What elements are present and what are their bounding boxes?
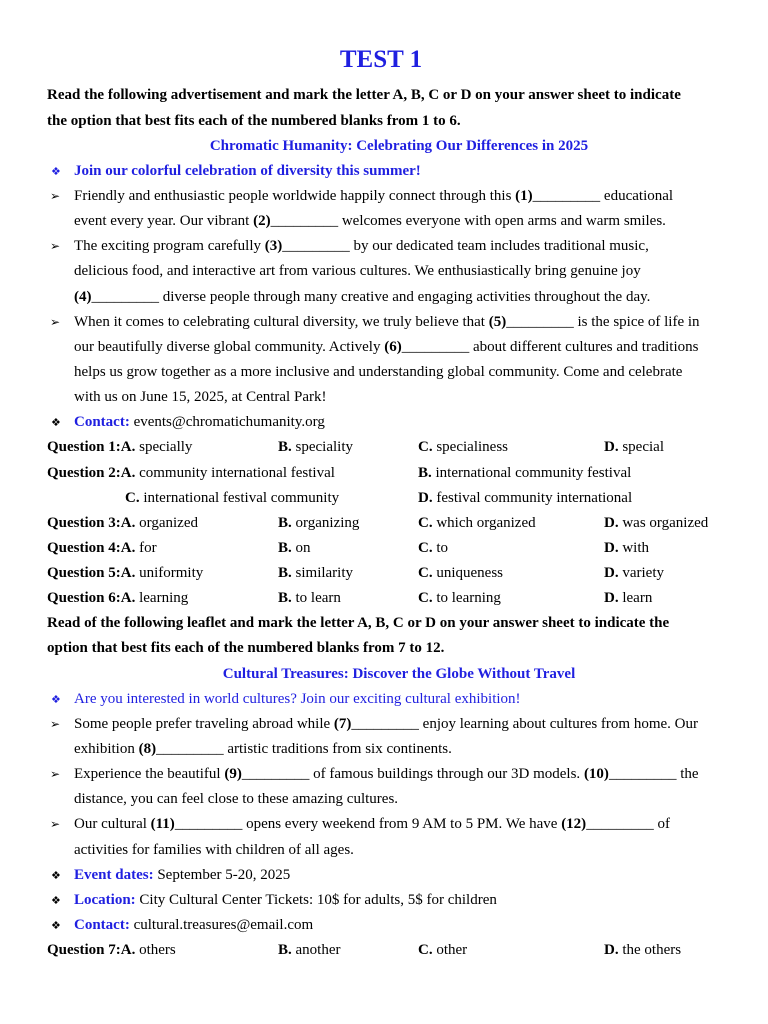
answer-blank: _________	[174, 816, 243, 833]
blank-number: (1)	[515, 187, 533, 204]
option-d	[604, 938, 681, 963]
option-text: to learn	[295, 590, 341, 607]
section-heading: Cultural Treasures: Discover the Globe Without Travel	[222, 665, 576, 682]
diamond-bullet-icon: ❖	[51, 416, 61, 430]
passage-line	[0, 762, 768, 787]
passage-text: The exciting program carefully	[74, 238, 265, 255]
arrow-bullet-icon: ➢	[50, 716, 61, 731]
option-text: for	[139, 539, 157, 556]
passage-line	[0, 812, 768, 837]
passage-text: distance, you can feel close to these amazing cultures.	[74, 791, 399, 808]
question-row	[0, 586, 768, 611]
contact-line	[0, 410, 768, 435]
option-text: similarity	[295, 565, 354, 582]
option-text: another	[295, 942, 341, 959]
option-text: festival community international	[436, 489, 633, 506]
answer-blank: _________	[586, 816, 654, 833]
option-letter: D.	[604, 514, 619, 531]
location-line	[0, 888, 768, 913]
option-b	[278, 938, 341, 963]
option-a	[47, 536, 157, 561]
blank-number: (8)	[138, 741, 157, 758]
passage-text: event every year. Our vibrant	[74, 213, 254, 230]
option-letter: A.	[120, 514, 136, 531]
option-c	[418, 938, 467, 963]
passage-line	[0, 310, 768, 335]
option-letter: A.	[120, 565, 136, 582]
passage-text: exhibition	[74, 741, 139, 758]
option-text: specialiness	[436, 439, 508, 456]
contact-email: cultural.treasures@email.com	[133, 917, 314, 934]
passage-text: helps us grow together as a more inclusive and understanding global community. Come and celebrate	[74, 363, 683, 380]
arrow-bullet-icon: ➢	[50, 188, 61, 203]
question-row	[0, 461, 768, 486]
question-row	[0, 435, 768, 460]
option-letter: D.	[604, 565, 619, 582]
contact-email: events@chromatichumanity.org	[133, 414, 325, 431]
option-c	[418, 536, 448, 561]
section-heading: Chromatic Humanity: Celebrating Our Differences in 2025	[209, 137, 589, 154]
contact-label: Contact:	[74, 414, 130, 431]
passage-text: about different cultures and traditions	[469, 338, 699, 355]
answer-blank: _________	[506, 313, 574, 330]
option-c	[418, 435, 508, 460]
question-label: Question 3:	[47, 514, 121, 531]
answer-blank: _________	[91, 288, 159, 305]
passage-text: with us on June 15, 2025, at Central Park!	[74, 389, 327, 406]
option-a	[47, 435, 192, 460]
diamond-bullet-icon: ❖	[51, 164, 61, 178]
passage-text: our beautifully diverse global community. Actively	[74, 338, 385, 355]
answer-blank: _________	[532, 187, 601, 204]
arrow-bullet-icon: ➢	[50, 767, 61, 782]
passage-text: opens every weekend from 9 AM to 5 PM. We have	[242, 816, 562, 833]
info-value: City Cultural Center Tickets: 10$ for adults, 5$ for children	[139, 891, 497, 908]
blank-number: (6)	[384, 338, 402, 355]
answer-blank: _________	[282, 238, 350, 255]
option-d	[604, 586, 652, 611]
option-text: international community festival	[435, 464, 632, 481]
option-d	[604, 435, 664, 460]
option-a	[47, 938, 176, 963]
intro-bullet	[0, 687, 768, 712]
answer-blank: _________	[156, 741, 224, 758]
blank-number: (2)	[253, 213, 271, 230]
option-text: other	[436, 942, 468, 959]
passage-text: artistic traditions from six continents.	[223, 741, 452, 758]
passage-text: When it comes to celebrating cultural diversity, we truly believe that	[74, 313, 489, 330]
option-a	[47, 586, 188, 611]
option-letter: D.	[604, 590, 619, 607]
option-text: organizing	[295, 514, 360, 531]
option-text: uniqueness	[436, 565, 504, 582]
answer-blank: _________	[401, 338, 470, 355]
option-letter: B.	[278, 565, 292, 582]
instruction-text: the option that best fits each of the numbered blanks from 1 to 6.	[47, 112, 461, 129]
option-text: on	[295, 539, 311, 556]
option-letter: A.	[120, 439, 136, 456]
option-letter: B.	[278, 590, 292, 607]
passage-line	[0, 712, 768, 737]
blank-number: (10)	[583, 766, 609, 783]
passage-text: the	[676, 766, 699, 783]
question-label: Question 2:	[47, 464, 121, 481]
option-b	[278, 586, 341, 611]
arrow-bullet-icon: ➢	[50, 817, 61, 832]
option-d	[604, 511, 708, 536]
info-label: Event dates:	[74, 866, 154, 883]
option-b	[278, 536, 311, 561]
blank-number: (11)	[150, 816, 175, 833]
option-letter: B.	[278, 539, 292, 556]
passage-text: Friendly and enthusiastic people worldwide happily connect through this	[74, 187, 516, 204]
option-a	[47, 561, 203, 586]
answer-blank: _________	[241, 766, 310, 783]
intro-text: Are you interested in world cultures? Join our exciting cultural exhibition!	[74, 690, 521, 707]
option-text: organized	[139, 514, 198, 531]
passage-line	[0, 259, 768, 284]
answer-blank: _________	[351, 715, 419, 732]
question-row-continued	[0, 486, 768, 511]
option-text: with	[622, 539, 650, 556]
option-text: which organized	[436, 514, 536, 531]
option-letter: A.	[120, 590, 136, 607]
option-c	[125, 486, 339, 511]
option-c	[418, 586, 501, 611]
option-b	[278, 511, 359, 536]
option-a	[47, 461, 335, 486]
blank-number: (7)	[333, 715, 352, 732]
passage-text: of famous buildings through our 3D models.	[309, 766, 584, 783]
option-letter: B.	[418, 464, 432, 481]
question-label: Question 5:	[47, 565, 121, 582]
option-text: others	[139, 942, 176, 959]
option-text: learning	[139, 590, 189, 607]
option-c	[418, 511, 536, 536]
option-letter: C.	[125, 489, 140, 506]
passage-line	[0, 385, 768, 410]
option-text: speciality	[295, 439, 353, 456]
page-title: TEST 1	[339, 46, 423, 73]
blank-number: (9)	[224, 766, 242, 783]
diamond-bullet-icon: ❖	[51, 868, 61, 882]
option-letter: B.	[278, 514, 292, 531]
info-label: Location:	[74, 891, 136, 908]
option-text: international festival community	[143, 489, 340, 506]
option-letter: B.	[278, 942, 292, 959]
passage-line	[0, 838, 768, 863]
contact-line	[0, 913, 768, 938]
option-b	[278, 435, 353, 460]
diamond-bullet-icon: ❖	[51, 692, 61, 706]
passage-text: is the spice of life in	[573, 313, 700, 330]
option-text: the others	[622, 942, 682, 959]
passage-line	[0, 184, 768, 209]
passage-text: enjoy learning about cultures from home. Our	[418, 715, 698, 732]
passage-text: Some people prefer traveling abroad while	[74, 715, 334, 732]
option-b	[418, 461, 631, 486]
option-text: community international festival	[139, 464, 335, 481]
blank-number: (4)	[74, 288, 92, 305]
option-letter: D.	[604, 539, 619, 556]
passage-line	[0, 737, 768, 762]
contact-label: Contact:	[74, 917, 130, 934]
event-dates-line	[0, 863, 768, 888]
intro-text: Join our colorful celebration of diversity this summer!	[74, 162, 421, 179]
passage-text: activities for families with children of all ages.	[74, 841, 354, 858]
blank-number: (3)	[264, 238, 283, 255]
passage	[0, 184, 768, 410]
passage-text: of	[653, 816, 670, 833]
option-letter: D.	[604, 942, 619, 959]
question-row	[0, 938, 768, 963]
option-letter: A.	[120, 942, 136, 959]
question-label: Question 6:	[47, 590, 121, 607]
option-letter: C.	[418, 942, 433, 959]
passage-line	[0, 234, 768, 259]
option-letter: D.	[604, 439, 619, 456]
arrow-bullet-icon: ➢	[50, 314, 61, 329]
option-a	[47, 511, 198, 536]
passage-text: by our dedicated team includes traditional music,	[349, 238, 649, 255]
option-letter: D.	[418, 489, 433, 506]
option-b	[278, 561, 353, 586]
passage-text: welcomes everyone with open arms and warm smiles.	[338, 213, 666, 230]
test-document	[0, 83, 768, 963]
question-label: Question 1:	[47, 439, 121, 456]
passage-text: delicious food, and interactive art from various cultures. We enthusiastically bring genuine joy	[74, 263, 641, 280]
option-text: to	[436, 539, 449, 556]
info-value: September 5-20, 2025	[157, 866, 291, 883]
passage-line	[0, 209, 768, 234]
question-label: Question 7:	[47, 942, 121, 959]
question-row	[0, 511, 768, 536]
instruction-text: Read the following advertisement and mark the letter A, B, C or D on your answer sheet to indicate	[47, 87, 681, 104]
answer-blank: _________	[608, 766, 677, 783]
instruction-text: Read of the following leaflet and mark the letter A, B, C or D on your answer sheet to indicate the	[47, 615, 670, 632]
option-letter: A.	[120, 464, 136, 481]
instruction-text: option that best fits each of the numbered blanks from 7 to 12.	[47, 640, 445, 657]
option-letter: C.	[418, 439, 433, 456]
diamond-bullet-icon: ❖	[51, 919, 61, 933]
option-text: uniformity	[139, 565, 204, 582]
option-text: learn	[622, 590, 653, 607]
option-text: to learning	[436, 590, 501, 607]
option-d	[604, 561, 664, 586]
blank-number: (5)	[488, 313, 507, 330]
question-row	[0, 561, 768, 586]
option-letter: A.	[120, 539, 136, 556]
option-letter: C.	[418, 514, 433, 531]
arrow-bullet-icon: ➢	[50, 239, 61, 254]
question-label: Question 4:	[47, 539, 121, 556]
passage	[0, 712, 768, 863]
option-letter: C.	[418, 590, 433, 607]
passage-line	[0, 360, 768, 385]
passage-line	[0, 285, 768, 310]
intro-bullet	[0, 159, 768, 184]
diamond-bullet-icon: ❖	[51, 893, 61, 907]
passage-line	[0, 787, 768, 812]
answer-blank: _________	[270, 213, 339, 230]
option-letter: B.	[278, 439, 292, 456]
option-letter: C.	[418, 565, 433, 582]
passage-line	[0, 335, 768, 360]
passage-text: diverse people through many creative and engaging activities throughout the day.	[159, 288, 651, 305]
option-text: was organized	[622, 514, 709, 531]
option-text: variety	[622, 565, 664, 582]
option-letter: C.	[418, 539, 433, 556]
option-d	[418, 486, 632, 511]
option-text: special	[622, 439, 664, 456]
option-d	[604, 536, 649, 561]
passage-text: educational	[600, 187, 674, 204]
passage-text: Experience the beautiful	[74, 766, 225, 783]
option-c	[418, 561, 503, 586]
passage-text: Our cultural	[74, 816, 151, 833]
question-row	[0, 536, 768, 561]
blank-number: (12)	[561, 816, 587, 833]
option-text: specially	[139, 439, 193, 456]
